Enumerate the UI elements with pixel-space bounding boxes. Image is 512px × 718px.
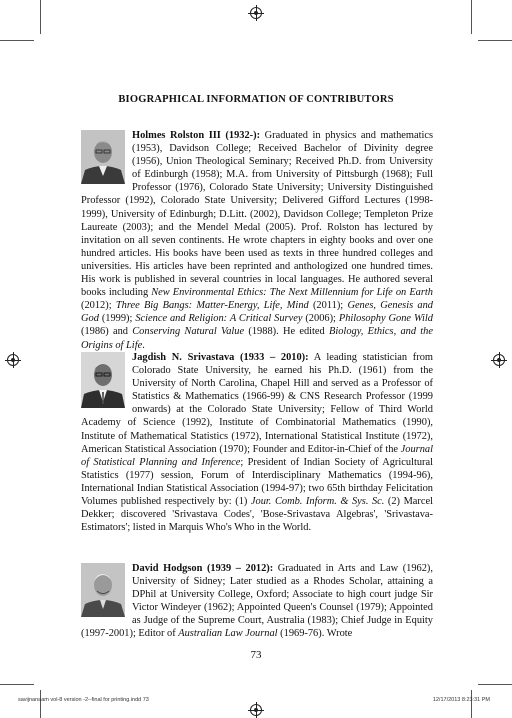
page-number: 73 (250, 649, 262, 661)
bio-text: ; President of Indian Society of Agricultural Statistics (1977) session, Forum of Interdisciplinary Mathematics (1994-96), International Indian Statistical Association (1994-97); two 65th birthday Felicitation Volumes published respectively by: (1) (81, 456, 434, 508)
bio-text: (2011); (308, 300, 348, 312)
book-title: Science and Religion: A Critical Survey (135, 313, 303, 325)
page-title: BIOGRAPHICAL INFORMATION OF CONTRIBUTORS (118, 94, 394, 105)
print-slug-timestamp: 12/17/2013 8:23:31 PM (432, 697, 490, 703)
registration-mark-icon (493, 354, 505, 366)
bio-text: (1999); (98, 313, 136, 325)
contributor-entry (81, 562, 433, 641)
book-title: Philosophy Gone Wild (338, 313, 433, 325)
book-title: Biology, Ethics, and the Origins of Life (81, 326, 433, 351)
contributor-photo (81, 563, 125, 617)
crop-mark (471, 0, 472, 34)
book-title: Three Big Bangs: Matter-Energy, Life, Mind (115, 300, 309, 312)
contributor-entry (81, 129, 433, 352)
bio-text: . (142, 339, 145, 351)
registration-mark-icon (250, 704, 262, 716)
bio-text: (2) Marcel Dekker; discovered 'Srivastava Codes', 'Bose-Srivastava Algebras', 'Srivastava-Estimators'; listed in Marquis Who's Who in the World. (81, 496, 433, 534)
book-title: Genes, Genesis and God (81, 300, 433, 325)
contributor-name: Holmes Rolston III (1932-): (132, 130, 261, 141)
journal-title: Australian Law Journal (178, 628, 278, 640)
registration-mark-icon (250, 7, 262, 19)
contributor-entry (81, 351, 433, 534)
journal-title: Jour. Comb. Inform. & Sys. Sc. (250, 496, 385, 508)
bio-text: (1988). He edited (244, 326, 329, 338)
crop-mark (0, 684, 34, 685)
crop-mark (40, 0, 41, 34)
contributor-photo (81, 352, 125, 408)
print-slug-filename: savijnanaam vol-8 version -2--final for printing.indd 73 (18, 697, 149, 703)
crop-mark (471, 690, 472, 718)
journal-title: Journal of Statistical Planning and Inference (81, 443, 433, 468)
crop-mark (478, 40, 512, 41)
contributor-name: Jagdish N. Srivastava (1933 – 2010): (132, 352, 309, 363)
crop-mark (478, 684, 512, 685)
book-title: Conserving Natural Value (132, 326, 245, 338)
bio-text: (1969-76). Wrote (277, 628, 353, 640)
bio-text: (2012); (81, 300, 116, 312)
bio-text: A leading statistician from Colorado State University, he earned his Ph.D. (1961) from the University of North Carolina, Chapel Hill and served as a Professor of Statistics & Mathematics (1966-99) & CNS Research Professor (1999 onwards) at the Colorado State University; Fellow of Third World Academy of Science (1992), Institute of Combinatorial Mathematics (1990), Institute of Mathematical Statistics (1972), International Statistical Institute (1972), American Statistical Association (1970); Founder and Editor-in-Chief of the (81, 352, 434, 455)
bio-text: (1986) and (81, 326, 133, 338)
contributor-photo (81, 130, 125, 184)
book-title: New Environmental Ethics: The Next Millennium for Life on Earth (151, 287, 433, 299)
registration-mark-icon (7, 354, 19, 366)
crop-mark (0, 40, 34, 41)
crop-mark (40, 690, 41, 718)
bio-text: Graduated in Arts and Law (1962), University of Sidney; Later studied as a Rhodes Scholar, attaining a DPhil at University College, Oxford; Associate to high court judge Sir Victor Windeyer (1962); Appointed Queen's Counsel (1979); Appointed as Judge of the Supreme Court, Australia (1983); Chief Judge in Equity (1997-2001); Editor of (81, 563, 433, 640)
bio-text: Graduated in physics and mathematics (1953), Davidson College; Received Bachelor of Divinity degree (1956), Union Theological Seminary; Received Ph.D. from University of Edinburgh (1958); M.A. from University of Pittsburgh (1968); Full Professor (1976), Colorado State University; University Distinguished Professor (1992), Colorado State University; Delivered Gifford Lectures (1998-1999), University of Edinburgh; D.Litt. (2002), Davidson College; Templeton Prize Laureate (2003); and the Mendel Medal (2005). Prof. Rolston has lectured by invitation on all seven continents. He wrote chapters in eighty books and over one hundred articles. His books have been used as texts in three hundred colleges and universities. His articles have been reprinted and anthologized one hundred times. His work is published in several countries in local languages. He authored several books including (81, 130, 433, 299)
contributor-name: David Hodgson (1939 – 2012): (132, 563, 274, 574)
bio-text: (2006); (302, 313, 339, 325)
